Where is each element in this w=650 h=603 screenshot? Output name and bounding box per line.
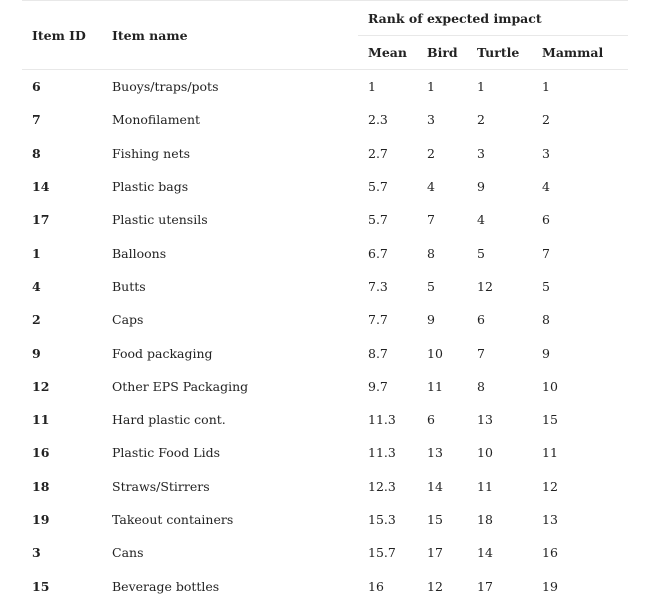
cell-mammal-rank: 16 — [542, 545, 558, 561]
cell-item-id: 14 — [32, 179, 50, 195]
cell-mammal-rank: 19 — [542, 578, 558, 594]
header-item-name: Item name — [112, 27, 188, 43]
cell-mean-rank: 11.3 — [368, 445, 396, 461]
table-row — [22, 569, 628, 602]
cell-item-name: Hard plastic cont. — [112, 412, 226, 428]
cell-item-name: Beverage bottles — [112, 578, 220, 594]
cell-item-name: Straws/Stirrers — [112, 478, 210, 494]
header-row-primary — [22, 1, 628, 36]
table-row — [22, 303, 628, 336]
cell-turtle-rank: 14 — [477, 545, 493, 561]
cell-item-id: 17 — [32, 212, 50, 228]
cell-mean-rank: 9.7 — [368, 378, 388, 394]
cell-mean-rank: 16 — [368, 578, 384, 594]
cell-bird-rank: 3 — [427, 112, 435, 128]
cell-mean-rank: 2.3 — [368, 112, 388, 128]
cell-turtle-rank: 9 — [477, 179, 485, 195]
table-row — [22, 103, 628, 136]
table-row — [22, 336, 628, 369]
cell-mean-rank: 7.7 — [368, 312, 388, 328]
cell-item-name: Takeout containers — [112, 512, 234, 527]
cell-mean-rank: 5.7 — [368, 179, 388, 195]
cell-turtle-rank: 10 — [477, 445, 493, 461]
cell-bird-rank: 1 — [427, 79, 435, 95]
table-body — [22, 70, 628, 603]
cell-mammal-rank: 12 — [542, 478, 558, 494]
cell-mammal-rank: 5 — [542, 278, 550, 294]
cell-bird-rank: 4 — [427, 179, 435, 195]
cell-mammal-rank: 6 — [542, 212, 550, 228]
impact-rank-table — [22, 0, 628, 603]
cell-item-id: 4 — [32, 278, 41, 294]
cell-item-name: Monofilament — [112, 112, 201, 128]
cell-mammal-rank: 8 — [542, 312, 550, 328]
cell-mean-rank: 5.7 — [368, 212, 388, 228]
table-row — [22, 170, 628, 203]
cell-mammal-rank: 10 — [542, 378, 558, 394]
cell-item-name: Food packaging — [112, 345, 213, 361]
cell-item-name: Cans — [112, 545, 144, 561]
cell-mean-rank: 2.7 — [368, 145, 388, 161]
cell-item-name: Buoys/traps/pots — [112, 79, 219, 95]
cell-mammal-rank: 15 — [542, 412, 558, 428]
cell-mammal-rank: 1 — [542, 79, 550, 95]
cell-mean-rank: 8.7 — [368, 345, 388, 361]
cell-item-name: Plastic bags — [112, 179, 189, 195]
table-row — [22, 436, 628, 469]
cell-turtle-rank: 3 — [477, 145, 485, 161]
header-turtle: Turtle — [467, 36, 532, 70]
cell-item-id: 2 — [32, 312, 41, 328]
cell-item-id: 12 — [32, 378, 50, 394]
cell-item-name: Fishing nets — [112, 145, 191, 161]
cell-bird-rank: 17 — [427, 545, 443, 561]
cell-item-id: 7 — [32, 112, 41, 128]
cell-mean-rank: 11.3 — [368, 412, 396, 428]
cell-mammal-rank: 11 — [542, 445, 558, 461]
cell-bird-rank: 8 — [427, 245, 435, 261]
cell-mean-rank: 15.7 — [368, 545, 396, 561]
cell-turtle-rank: 7 — [477, 345, 485, 361]
cell-bird-rank: 6 — [427, 412, 435, 428]
cell-item-id: 3 — [32, 545, 41, 561]
cell-item-id: 8 — [32, 145, 41, 161]
table-row — [22, 70, 628, 104]
cell-mammal-rank: 4 — [542, 179, 550, 195]
cell-bird-rank: 2 — [427, 145, 435, 161]
cell-mammal-rank: 3 — [542, 145, 550, 161]
table-row — [22, 203, 628, 236]
cell-bird-rank: 5 — [427, 278, 435, 294]
cell-item-id: 18 — [32, 478, 50, 494]
header-mean: Mean — [358, 36, 417, 70]
cell-item-id: 16 — [32, 445, 50, 461]
cell-bird-rank: 10 — [427, 345, 443, 361]
cell-turtle-rank: 18 — [477, 512, 493, 527]
table-row — [22, 270, 628, 303]
cell-mammal-rank: 7 — [542, 245, 550, 261]
header-bird: Bird — [417, 36, 467, 70]
table-row — [22, 403, 628, 436]
cell-turtle-rank: 8 — [477, 378, 485, 394]
cell-item-name: Butts — [112, 278, 146, 294]
cell-bird-rank: 11 — [427, 378, 443, 394]
cell-turtle-rank: 2 — [477, 112, 485, 128]
cell-mammal-rank: 13 — [542, 512, 558, 527]
cell-item-name: Caps — [112, 312, 144, 328]
table-row — [22, 137, 628, 170]
cell-bird-rank: 14 — [427, 478, 443, 494]
cell-item-id: 19 — [32, 512, 50, 527]
cell-item-id: 11 — [32, 412, 50, 428]
cell-item-name: Other EPS Packaging — [112, 378, 249, 394]
cell-item-id: 1 — [32, 245, 41, 261]
cell-turtle-rank: 13 — [477, 412, 493, 428]
cell-turtle-rank: 6 — [477, 312, 485, 328]
cell-mammal-rank: 9 — [542, 345, 550, 361]
cell-mean-rank: 15.3 — [368, 512, 396, 527]
table-row — [22, 236, 628, 269]
cell-turtle-rank: 4 — [477, 212, 485, 228]
cell-turtle-rank: 17 — [477, 578, 493, 594]
cell-bird-rank: 15 — [427, 512, 443, 527]
cell-mean-rank: 6.7 — [368, 245, 388, 261]
table-row — [22, 470, 628, 503]
cell-item-id: 15 — [32, 578, 50, 594]
cell-bird-rank: 9 — [427, 312, 435, 328]
cell-mean-rank: 12.3 — [368, 478, 396, 494]
cell-mammal-rank: 2 — [542, 112, 550, 128]
table-row — [22, 503, 628, 536]
impact-rank-table-container — [22, 0, 628, 603]
table-row — [22, 370, 628, 403]
cell-item-id: 9 — [32, 345, 41, 361]
cell-item-name: Plastic utensils — [112, 212, 208, 228]
header-rank-group: Rank of expected impact — [368, 10, 542, 26]
cell-turtle-rank: 5 — [477, 245, 485, 261]
cell-bird-rank: 7 — [427, 212, 435, 228]
cell-turtle-rank: 12 — [477, 278, 493, 294]
header-mammal: Mammal — [532, 36, 628, 70]
cell-mean-rank: 1 — [368, 79, 376, 95]
cell-bird-rank: 13 — [427, 445, 443, 461]
cell-turtle-rank: 1 — [477, 79, 485, 95]
cell-turtle-rank: 11 — [477, 478, 493, 494]
cell-item-name: Balloons — [112, 245, 167, 261]
cell-mean-rank: 7.3 — [368, 278, 388, 294]
header-item-id: Item ID — [32, 27, 86, 43]
table-header — [22, 1, 628, 70]
cell-item-name: Plastic Food Lids — [112, 445, 221, 461]
cell-item-id: 6 — [32, 79, 41, 95]
cell-bird-rank: 12 — [427, 578, 443, 594]
table-row — [22, 536, 628, 569]
